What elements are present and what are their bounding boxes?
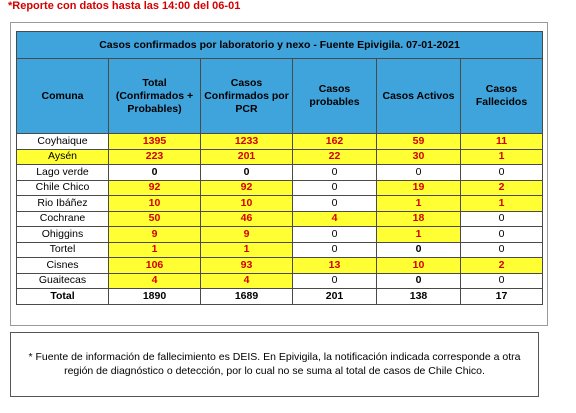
cell-pcr: 4 [201,273,293,289]
cell-comuna: Rio Ibáñez [17,196,109,212]
table-row [17,196,543,212]
footnote: * Fuente de información de fallecimiento es DEIS. En Epivigila, la notificación indicada corresponde a otra región de diagnóstico o detección, por lo cual no se suma al total de casos de Chile Chico. [10,332,539,397]
cell-comuna: Coyhaique [17,134,109,150]
cell-fallecidos: 0 [461,165,543,181]
cell-probables: 0 [293,180,377,196]
cell-probables: 0 [293,273,377,289]
cases-table [16,31,543,305]
cell-activos: 138 [377,289,461,305]
cell-fallecidos: 17 [461,289,543,305]
cell-total: 92 [109,180,201,196]
cell-fallecidos: 1 [461,196,543,212]
cell-comuna: Guaitecas [17,273,109,289]
cell-fallecidos: 1 [461,149,543,165]
cell-probables: 0 [293,196,377,212]
cell-probables: 162 [293,134,377,150]
cell-total: 106 [109,258,201,274]
cell-activos: 0 [377,165,461,181]
cell-comuna: Total [17,289,109,305]
cell-pcr: 201 [201,149,293,165]
cell-pcr: 1 [201,242,293,258]
cell-activos: 0 [377,273,461,289]
cell-activos: 10 [377,258,461,274]
table-row [17,242,543,258]
cell-pcr: 9 [201,227,293,243]
cell-comuna: Cisnes [17,258,109,274]
table-row [17,149,543,165]
cell-fallecidos: 0 [461,242,543,258]
cell-total: 0 [109,165,201,181]
table-row [17,211,543,227]
cell-fallecidos: 2 [461,258,543,274]
cell-pcr: 93 [201,258,293,274]
cell-pcr: 0 [201,165,293,181]
table-row [17,227,543,243]
header-total: Total (Confirmados + Probables) [109,59,201,134]
cell-fallecidos: 0 [461,211,543,227]
cell-pcr: 46 [201,211,293,227]
cell-comuna: Lago verde [17,165,109,181]
cell-activos: 1 [377,196,461,212]
cell-activos: 59 [377,134,461,150]
cell-pcr: 1233 [201,134,293,150]
cell-comuna: Tortel [17,242,109,258]
cell-activos: 19 [377,180,461,196]
cell-activos: 0 [377,242,461,258]
cell-activos: 30 [377,149,461,165]
cell-pcr: 1689 [201,289,293,305]
cell-probables: 0 [293,227,377,243]
cell-comuna: Ohiggins [17,227,109,243]
cell-total: 223 [109,149,201,165]
cell-fallecidos: 2 [461,180,543,196]
cell-probables: 13 [293,258,377,274]
header-pcr: Casos Confirmados por PCR [201,59,293,134]
cell-total: 1 [109,242,201,258]
cell-probables: 0 [293,165,377,181]
cell-total: 50 [109,211,201,227]
table-row [17,273,543,289]
table-title: Casos confirmados por laboratorio y nexo - Fuente Epivigila. 07-01-2021 [17,32,543,59]
cell-pcr: 10 [201,196,293,212]
cell-total: 1890 [109,289,201,305]
cell-activos: 18 [377,211,461,227]
table-row [17,258,543,274]
cell-activos: 1 [377,227,461,243]
cell-fallecidos: 11 [461,134,543,150]
cell-pcr: 92 [201,180,293,196]
cell-fallecidos: 0 [461,273,543,289]
cell-probables: 0 [293,242,377,258]
cell-probables: 201 [293,289,377,305]
total-row [17,289,543,305]
cell-fallecidos: 0 [461,227,543,243]
cell-total: 10 [109,196,201,212]
cell-total: 9 [109,227,201,243]
cell-comuna: Chile Chico [17,180,109,196]
cell-probables: 22 [293,149,377,165]
cell-probables: 4 [293,211,377,227]
header-fallecidos: Casos Fallecidos [461,59,543,134]
cell-total: 4 [109,273,201,289]
header-activos: Casos Activos [377,59,461,134]
header-row [17,59,543,134]
cell-comuna: Aysén [17,149,109,165]
table-row [17,165,543,181]
table-row [17,134,543,150]
header-probables: Casos probables [293,59,377,134]
cell-total: 1395 [109,134,201,150]
table-row [17,180,543,196]
header-comuna: Comuna [17,59,109,134]
report-note: *Reporte con datos hasta las 14:00 del 06-01 [8,0,241,12]
cell-comuna: Cochrane [17,211,109,227]
